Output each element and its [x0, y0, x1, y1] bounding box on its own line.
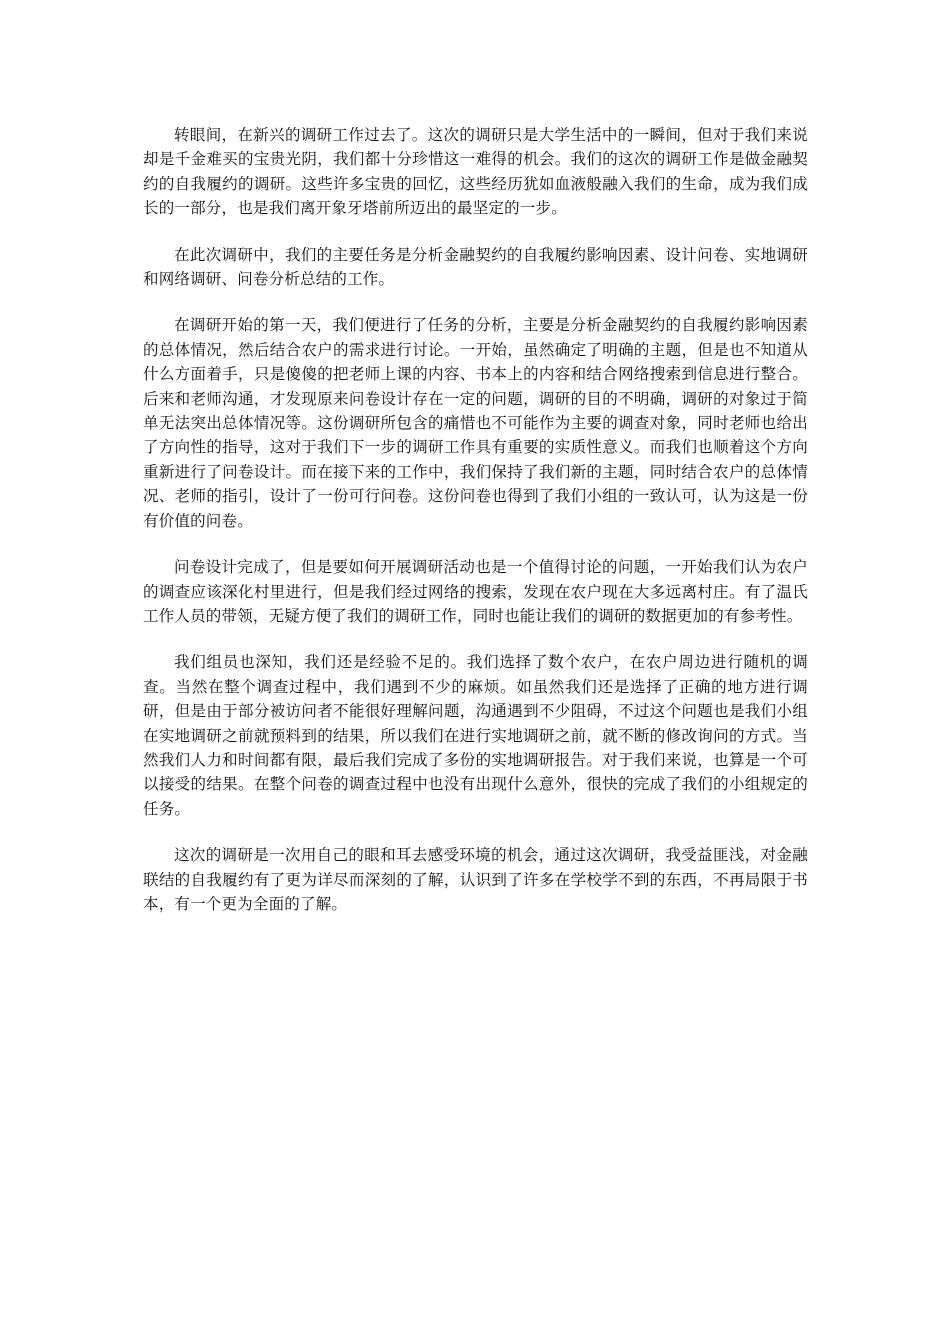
paragraph-1: 转眼间，在新兴的调研工作过去了。这次的调研只是大学生活中的一瞬间，但对于我们来说却是千金难买的宝贵光阴，我们都十分珍惜这一难得的机会。我们的这次的调研工作是做金融契约的自我履约的调研。这些许多宝贵的回忆，这些经历犹如血液般融入我们的生命，成为我们成长的一部分，也是我们离开象牙塔前所迈出的最坚定的一步。: [143, 126, 808, 218]
paragraph-5: 我们组员也深知，我们还是经验不足的。我们选择了数个农户，在农户周边进行随机的调查。当然在整个调查过程中，我们遇到不少的麻烦。如虽然我们还是选择了正确的地方进行调研，但是由于部分被访问者不能很好理解问题，沟通遇到不少阻碍，不过这个问题也是我们小组在实地调研之前就预料到的结果，所以我们在进行实地调研之前，就不断的修改询问的方式。当然我们人力和时间都有限，最后我们完成了多份的实地调研报告。对于我们来说，也算是一个可以接受的结果。在整个问卷的调查过程中也没有出现什么意外，很快的完成了我们的小组规定的任务。: [143, 653, 808, 818]
paragraph-4: 问卷设计完成了，但是要如何开展调研活动也是一个值得讨论的问题，一开始我们认为农户的调查应该深化村里进行，但是我们经过网络的搜索，发现在农户现在大多远离村庄。有了温氏工作人员的带领，无疑方便了我们的调研工作，同时也能让我们的调研的数据更加的有参考性。: [143, 558, 808, 625]
paragraph-3: 在调研开始的第一天，我们便进行了任务的分析，主要是分析金融契约的自我履约影响因素的总体情况，然后结合农户的需求进行讨论。一开始，虽然确定了明确的主题，但是也不知道从什么方面着手，只是傻傻的把老师上课的内容、书本上的内容和结合网络搜索到信息进行整合。后来和老师沟通，才发现原来问卷设计存在一定的问题，调研的目的不明确，调研的对象过于简单无法突出总体情况等。这份调研所包含的痛惜也不可能作为主要的调查对象，同时老师也给出了方向性的指导，这对于我们下一步的调研工作具有重要的实质性意义。而我们也顺着这个方向重新进行了问卷设计。而在接下来的工作中，我们保持了我们新的主题，同时结合农户的总体情况、老师的指引，设计了一份可行问卷。这份问卷也得到了我们小组的一致认可，认为这是一份有价值的问卷。: [143, 316, 808, 530]
document-body: [143, 123, 808, 938]
paragraph-6: 这次的调研是一次用自己的眼和耳去感受环境的机会，通过这次调研，我受益匪浅，对金融联结的自我履约有了更为详尽而深刻的了解，认识到了许多在学校学不到的东西，不再局限于书本，有一个更为全面的了解。: [143, 846, 808, 913]
paragraph-2: 在此次调研中，我们的主要任务是分析金融契约的自我履约影响因素、设计问卷、实地调研和网络调研、问卷分析总结的工作。: [143, 245, 808, 289]
